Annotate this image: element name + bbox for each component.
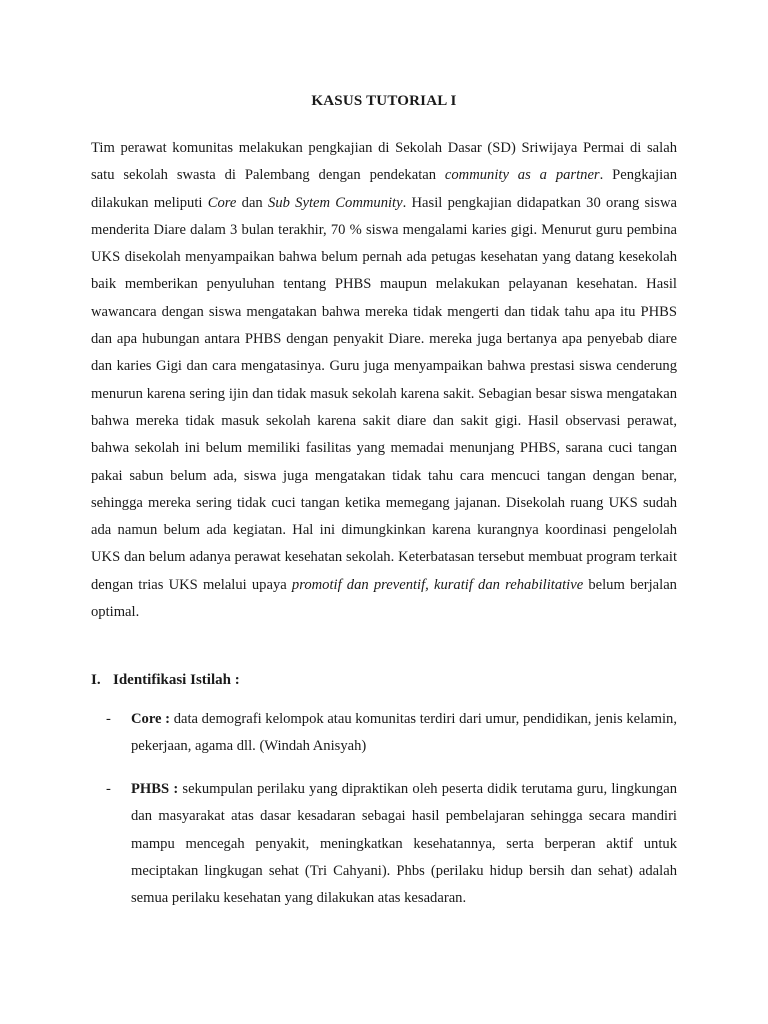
list-dash: - <box>106 711 111 727</box>
paragraph-segment-italic: Sub Sytem Community <box>268 194 403 211</box>
paragraph-segment: dan <box>236 194 269 211</box>
term-item-phbs <box>91 776 677 912</box>
term-label: PHBS : <box>131 781 179 797</box>
paragraph-segment-italic: promotif dan preventif, kuratif dan rehabilitative <box>291 576 584 593</box>
term-content <box>131 776 677 912</box>
section-heading <box>91 672 240 689</box>
list-dash: - <box>106 781 111 797</box>
case-paragraph <box>91 135 677 626</box>
document-title: KASUS TUTORIAL I <box>311 93 457 109</box>
term-item-core <box>91 706 677 761</box>
term-definition: sekumpulan perilaku yang dipraktikan oleh peserta didik terutama guru, lingkungan dan masyarakat atas dasar kesadaran sebagai hasil pembelajaran sehingga secara mandiri mampu mencegah penyakit, meningkatkan kesehatannya, serta berperan aktif untuk meciptakan lingkugan sehat (Tri Cahyani). Phbs (perilaku hidup bersih dan sehat) adalah semua perilaku kesehatan yang dilakukan atas kesadaran. <box>131 781 678 907</box>
paragraph-segment-italic: Core <box>207 194 237 211</box>
paragraph-segment-italic: community as a partner <box>444 167 600 184</box>
paragraph-segment: . Hasil pengkajian didapatkan 30 orang siswa menderita Diare dalam 3 bulan terakhir, 70 % siswa mengalami karies gigi. Menurut guru pembina UKS disekolah menyampaikan bahwa belum pernah ada petugas kesehatan yang datang kesekolah baik memberikan penyuluhan tentang PHBS maupun melakukan pelayanan kesehatan. Hasil wawancara dengan siswa mengatakan bahwa mereka tidak mengerti dan tidak tahu apa itu PHBS dan apa hubungan antara PHBS dengan penyakit Diare. mereka juga bertanya apa penyebab diare dan karies Gigi dan cara mengatasinya. Guru juga menyampaikan bahwa prestasi siswa cenderung menurun karena sering ijin dan tidak masuk sekolah karena sakit. Sebagian besar siswa mengatakan bahwa mereka tidak masuk sekolah karena sakit diare dan sakit gigi. Hasil observasi perawat, bahwa sekolah ini belum memiliki fasilitas yang memadai menunjang PHBS, sarana cuci tangan pakai sabun belum ada, siswa juga mengatakan tidak tahu cara mencuci tangan dengan benar, sehingga mereka sering tidak cuci tangan ketika memegang jajanan. Disekolah ruang UKS sudah ada namun belum ada kegiatan. Hal ini dimungkinkan karena kurangnya koordinasi pengelolah UKS dan belum adanya perawat kesehatan sekolah. Keterbatasan tersebut membuat program terkait dengan trias UKS melalui upaya <box>91 194 677 593</box>
term-label: Core : <box>131 711 171 727</box>
section-number: I. <box>91 672 101 688</box>
term-content <box>131 706 677 761</box>
paragraph-segment: belum berjalan optimal. <box>91 576 677 621</box>
section-heading-text: Identifikasi Istilah : <box>113 672 240 688</box>
term-definition: data demografi kelompok atau komunitas terdiri dari umur, pendidikan, jenis kelamin, pekerjaan, agama dll. (Windah Anisyah) <box>131 711 677 755</box>
paragraph-segment: . Pengkajian dilakukan meliputi <box>91 167 677 211</box>
paragraph-segment: Tim perawat komunitas melakukan pengkajian di Sekolah Dasar (SD) Sriwijaya Permai di salah satu sekolah swasta di Palembang dengan pendekatan <box>91 140 677 184</box>
